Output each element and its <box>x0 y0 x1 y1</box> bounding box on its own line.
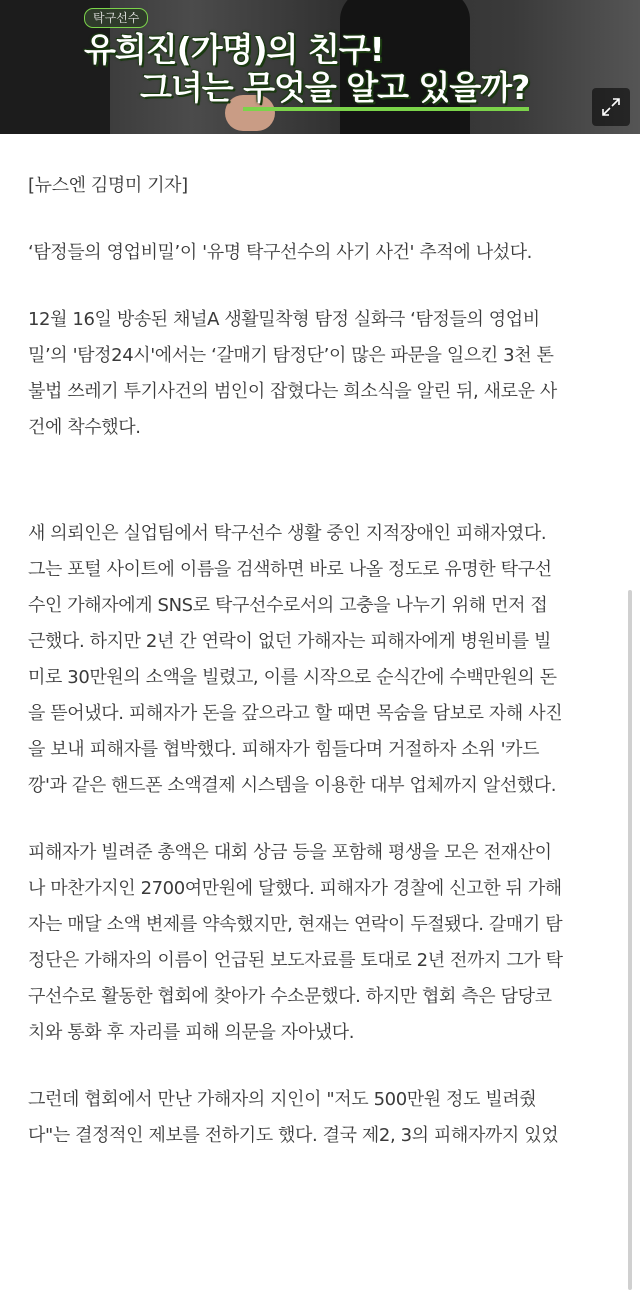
byline: [뉴스엔 김명미 기자] <box>28 175 188 196</box>
paragraph-line: 을 보내 피해자를 협박했다. 피해자가 힘들다며 거절하자 소위 '카드 <box>28 739 540 760</box>
paragraph-line: 미로 30만원의 소액을 빌렸고, 이를 시작으로 순식간에 수백만원의 돈 <box>28 667 557 688</box>
paragraph-2 <box>28 516 628 804</box>
paragraph-line: 밀’의 '탐정24시'에서는 ‘갈매기 탐정단’이 많은 파문을 일으킨 3천 톤 <box>28 345 554 366</box>
caption-line-2-prefix: 그녀는 <box>140 68 244 107</box>
paragraph-line: 다"는 결정적인 제보를 전하기도 했다. 결국 제2, 3의 피해자까지 있었 <box>28 1125 559 1146</box>
caption-line-2-highlight: 무엇을 알고 있을까? <box>243 68 529 111</box>
paragraph-line: 새 의뢰인은 실업팀에서 탁구선수 생활 중인 지적장애인 피해자였다. <box>28 523 547 544</box>
paragraph-line: 건에 착수했다. <box>28 417 141 438</box>
paragraph-line: 수인 가해자에게 SNS로 탁구선수로서의 고충을 나누기 위해 먼저 접 <box>28 595 548 616</box>
paragraph-line: 12월 16일 방송된 채널A 생활밀착형 탐정 실화극 ‘탐정들의 영업비 <box>28 309 540 330</box>
scrollbar-thumb[interactable] <box>628 590 632 1290</box>
paragraph-line: 나 마찬가지인 2700여만원에 달했다. 피해자가 경찰에 신고한 뒤 가해 <box>28 878 562 899</box>
caption-line-2 <box>140 62 529 109</box>
article-body <box>28 168 628 1154</box>
paragraph-line: 깡'과 같은 핸드폰 소액결제 시스템을 이용한 대부 업체까지 알선했다. <box>28 775 557 796</box>
paragraph-line: 치와 통화 후 자리를 피해 의문을 자아냈다. <box>28 1022 355 1043</box>
caption-line-1: 유희진(가명)의 친구! <box>84 30 384 69</box>
paragraph-line: 근했다. 하지만 2년 간 연락이 없던 가해자는 피해자에게 병원비를 빌 <box>28 631 551 652</box>
paragraph-line: 자는 매달 소액 변제를 약속했지만, 현재는 연락이 두절됐다. 갈매기 탐 <box>28 914 563 935</box>
paragraph-line: 피해자가 빌려준 총액은 대회 상금 등을 포함해 평생을 모은 전재산이 <box>28 842 552 863</box>
paragraph-line: 구선수로 활동한 협회에 찾아가 수소문했다. 하지만 협회 측은 담당코 <box>28 986 552 1007</box>
paragraph-line: 불법 쓰레기 투기사건의 범인이 잡혔다는 희소식을 알린 뒤, 새로운 사 <box>28 381 557 402</box>
paragraph-1 <box>28 302 628 446</box>
paragraph-line: 그런데 협회에서 만난 가해자의 지인이 "저도 500만원 정도 빌려줬 <box>28 1089 537 1110</box>
caption-tag: 탁구선수 <box>84 8 148 28</box>
paragraph-4 <box>28 1082 628 1154</box>
paragraph-line: 그는 포털 사이트에 이름을 검색하면 바로 나올 정도로 유명한 탁구선 <box>28 559 552 580</box>
paragraph-line: 을 뜯어냈다. 피해자가 돈을 갚으라고 할 때면 목숨을 담보로 자해 사진 <box>28 703 563 724</box>
lead-paragraph: ‘탐정들의 영업비밀’이 '유명 탁구선수의 사기 사건' 추적에 나섰다. <box>28 242 532 263</box>
expand-image-button[interactable] <box>592 88 630 126</box>
paragraph-3 <box>28 835 628 1051</box>
article-hero-image <box>0 0 640 134</box>
expand-icon <box>600 96 622 118</box>
paragraph-line: 정단은 가해자의 이름이 언급된 보도자료를 토대로 2년 전까지 그가 탁 <box>28 950 563 971</box>
